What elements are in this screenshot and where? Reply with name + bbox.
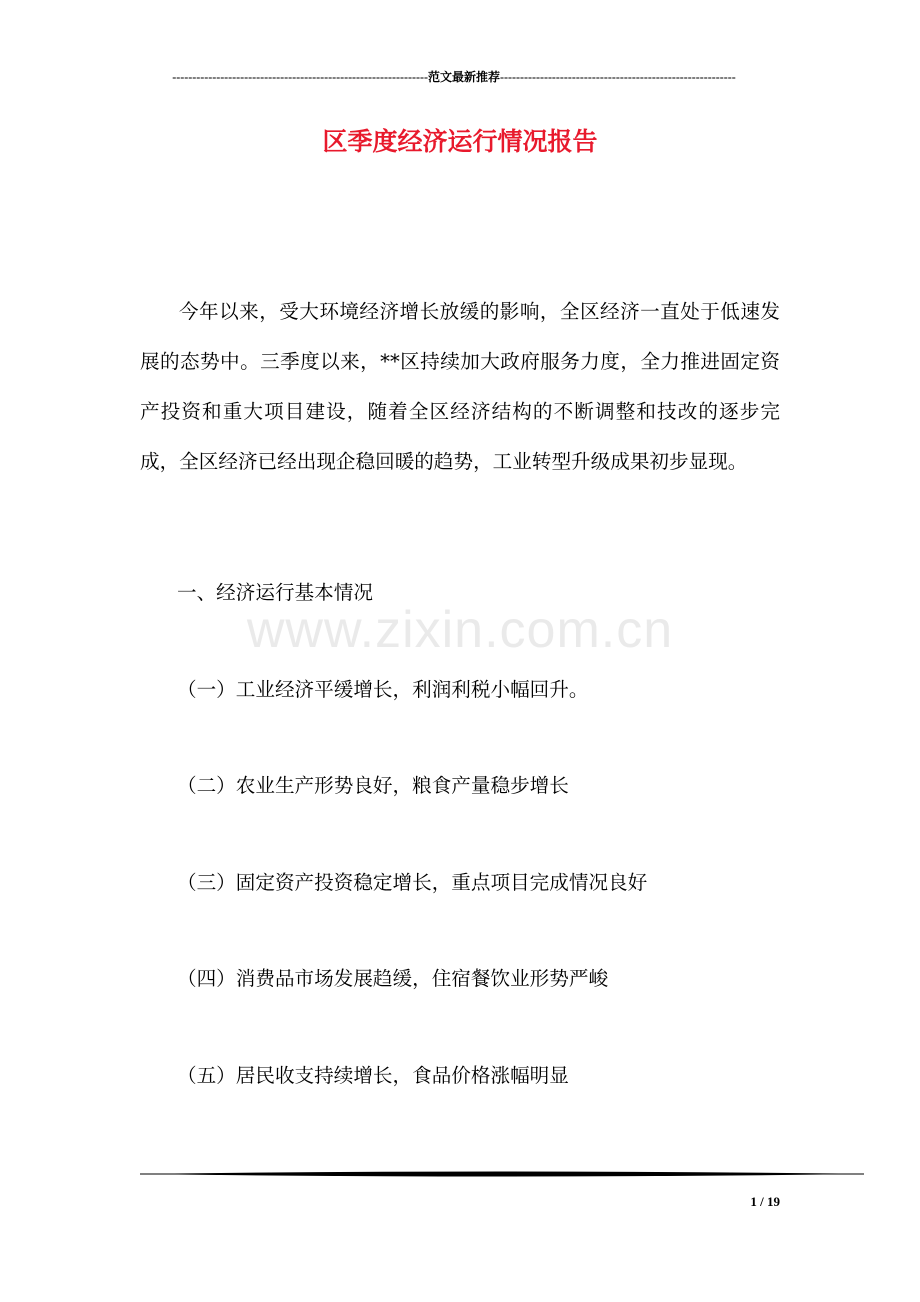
list-item: （四）消费品市场发展趋缓，住宿餐饮业形势严峻 — [177, 967, 609, 990]
list-item: （一）工业经济平缓增长，利润利税小幅回升。 — [177, 678, 589, 701]
page-header: ----------------------------------------------------------------范文最新推荐----------------------------------------------------------- — [172, 70, 736, 84]
page-number: 1 / 19 — [750, 1194, 780, 1209]
footer-divider — [140, 1170, 864, 1178]
list-item: （二）农业生产形势良好，粮食产量稳步增长 — [177, 774, 569, 797]
intro-paragraph: 今年以来，受大环境经济增长放缓的影响，全区经济一直处于低速发展的态势中。三季度以来，**区持续加大政府服务力度，全力推进固定资产投资和重大项目建设，随着全区经济结构的不断调整和技改的逐步完成，全区经济已经出现企稳回暖的趋势，工业转型升级成果初步显现。 — [140, 300, 780, 473]
watermark: www.zixin.com.cn — [246, 601, 674, 659]
list-item: （三）固定资产投资稳定增长，重点项目完成情况良好 — [177, 871, 648, 894]
list-item: （五）居民收支持续增长，食品价格涨幅明显 — [177, 1064, 569, 1087]
section-heading: 一、经济运行基本情况 — [177, 581, 373, 604]
document-title: 区季度经济运行情况报告 — [322, 127, 598, 156]
